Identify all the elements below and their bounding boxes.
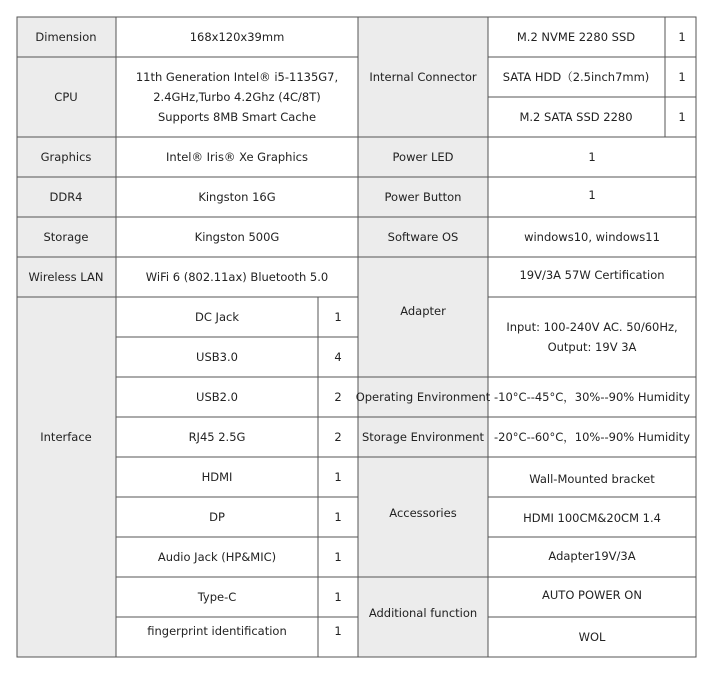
adapter-certification: 19V/3A 57W Certification [519,268,665,282]
left-label-column-bg [17,17,116,657]
interface-item-name: DP [209,510,225,524]
right-label-column-bg-bottom [358,457,488,657]
interface-item-name: DC Jack [195,310,239,324]
interface-item-name: Audio Jack (HP&MIC) [157,550,277,564]
storage-environment-label: Storage Environment [361,430,485,444]
cpu-line-1: 11th Generation Intel® i5-1135G7, [135,70,339,84]
interface-item-qty: 1 [334,624,342,638]
software-os-value: windows10, windows11 [524,230,660,244]
accessories-label: Accessories [389,506,457,520]
interface-item-name: Type-C [197,590,237,604]
internal-connector-item-qty: 1 [678,30,686,44]
operating-environment-label: Operating Environment [355,390,491,404]
graphics-value: Intel® Iris® Xe Graphics [166,150,308,164]
cpu-line-3: Supports 8MB Smart Cache [157,110,317,124]
adapter-spec-line-1: Input: 100-240V AC. 50/60Hz, [506,320,678,334]
internal-connector-item-name: M.2 SATA SSD 2280 [519,110,633,124]
storage-label: Storage [43,230,89,244]
wireless-lan-value: WiFi 6 (802.11ax) Bluetooth 5.0 [145,270,329,284]
storage-environment-value: -20°C--60°C，10%--90% Humidity [494,430,690,444]
power-led-label: Power LED [392,150,454,164]
interface-item-qty: 2 [334,390,342,404]
power-led-value: 1 [588,150,596,164]
storage-value: Kingston 500G [194,230,280,244]
internal-connector-item-qty: 1 [678,70,686,84]
accessory-item: Wall-Mounted bracket [529,472,655,486]
ddr4-value: Kingston 16G [198,190,276,204]
interface-item-qty: 1 [334,310,342,324]
ddr4-label: DDR4 [49,190,83,204]
additional-function-label: Additional function [368,606,478,620]
accessory-item: Adapter19V/3A [548,549,636,563]
internal-connector-item-name: M.2 NVME 2280 SSD [516,30,636,44]
adapter-label: Adapter [400,304,446,318]
adapter-spec-line-2: Output: 19V 3A [547,340,637,354]
interface-label: Interface [40,430,92,444]
interface-item-qty: 1 [334,510,342,524]
cpu-line-2: 2.4GHz,Turbo 4.2Ghz (4C/8T) [153,90,321,104]
graphics-label: Graphics [40,150,92,164]
additional-function-item: WOL [578,630,606,644]
interface-item-qty: 1 [334,550,342,564]
internal-connector-item-qty: 1 [678,110,686,124]
interface-item-name: HDMI [201,470,233,484]
interface-item-name: USB2.0 [196,390,238,404]
additional-function-item: AUTO POWER ON [542,588,642,602]
operating-environment-value: -10°C--45°C，30%--90% Humidity [494,390,690,404]
software-os-label: Software OS [387,230,459,244]
cpu-label: CPU [54,90,78,104]
interface-item-qty: 2 [334,430,342,444]
interface-item-name: fingerprint identification [147,624,287,638]
interface-item-name: RJ45 2.5G [188,430,246,444]
interface-item-name: USB3.0 [196,350,238,364]
internal-connector-label: Internal Connector [369,70,477,84]
internal-connector-item-name: SATA HDD（2.5inch7mm) [502,70,650,84]
accessory-item: HDMI 100CM&20CM 1.4 [523,511,661,525]
power-button-label: Power Button [384,190,462,204]
interface-item-qty: 1 [334,590,342,604]
wireless-lan-label: Wireless LAN [28,270,104,284]
dimension-value: 168x120x39mm [189,30,285,44]
dimension-label: Dimension [35,30,97,44]
interface-item-qty: 4 [334,350,342,364]
interface-item-qty: 1 [334,470,342,484]
power-button-value: 1 [588,188,596,202]
